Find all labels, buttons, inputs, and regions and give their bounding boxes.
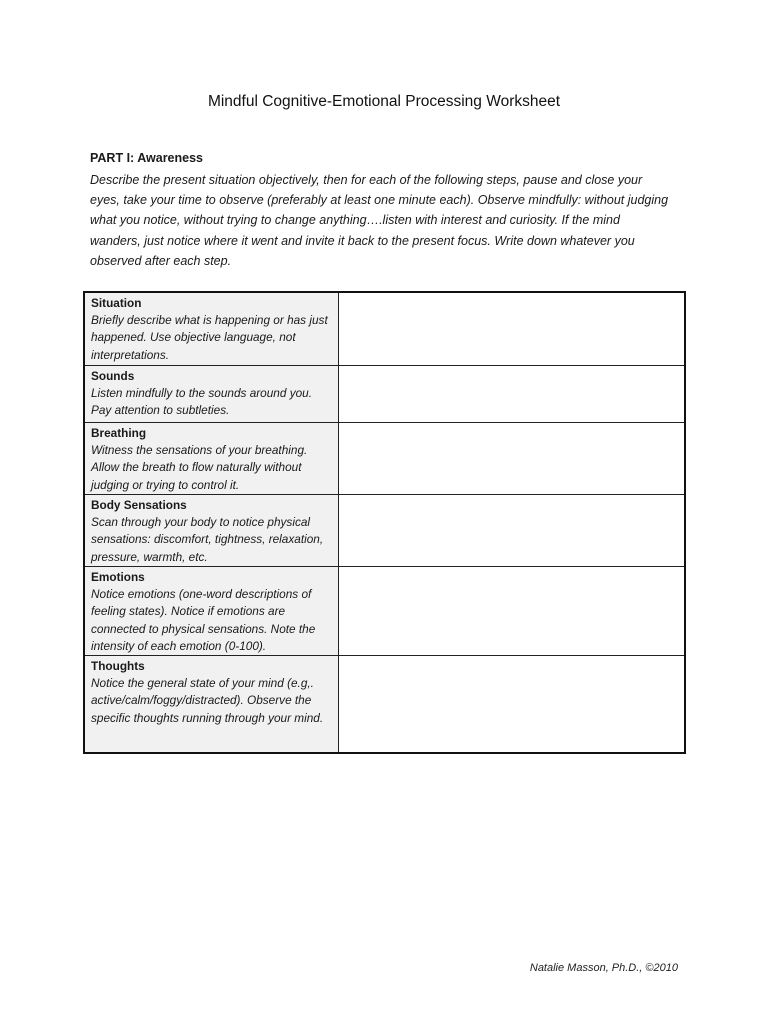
row-title: Sounds [91, 369, 135, 383]
row-description: Briefly describe what is happening or has just happened. Use objective language, not interpretations. [91, 313, 328, 362]
row-label-cell [85, 656, 339, 752]
row-description: Scan through your body to notice physical sensations: discomfort, tightness, relaxation, pressure, warmth, etc. [91, 515, 324, 564]
row-description: Notice the general state of your mind (e.g,. active/calm/foggy/distracted). Observe the specific thoughts running through your mind. [91, 676, 324, 725]
row-title: Emotions [91, 570, 145, 584]
page-title: Mindful Cognitive-Emotional Processing Worksheet [207, 93, 561, 110]
intro-paragraph: Describe the present situation objectively, then for each of the following steps, pause and close your eyes, take your time to observe (preferably at least one minute each). Observe mindfully: without judging what you notice, without trying to change anything….listen with interest and curiosity. If the mind wanders, just notice where it went and invite it back to the present focus. Write down whatever you observed after each step. [90, 173, 669, 268]
row-description: Witness the sensations of your breathing. Allow the breath to flow naturally without judging or trying to control it. [91, 443, 308, 492]
worksheet-table [83, 291, 686, 754]
table-row-sounds [85, 365, 684, 422]
row-label-cell [85, 495, 339, 566]
row-description: Listen mindfully to the sounds around you. Pay attention to subtleties. [91, 386, 313, 418]
row-title: Body Sensations [91, 498, 187, 512]
row-label-cell [85, 366, 339, 422]
row-label-cell [85, 423, 339, 494]
part-heading: PART I: Awareness [90, 151, 204, 165]
row-title: Breathing [91, 426, 147, 440]
table-row-thoughts [85, 655, 684, 752]
response-cell-situation[interactable] [339, 293, 684, 365]
response-cell-emotions[interactable] [339, 567, 684, 655]
table-row-breathing [85, 422, 684, 494]
table-row-situation [85, 293, 684, 365]
row-description: Notice emotions (one-word descriptions of feeling states). Notice if emotions are connected to physical sensations. Note the intensity of each emotion (0-100). [91, 587, 316, 653]
table-row-emotions [85, 566, 684, 655]
row-title: Situation [91, 296, 142, 310]
response-cell-thoughts[interactable] [339, 656, 684, 752]
response-cell-body-sensations[interactable] [339, 495, 684, 566]
row-label-cell [85, 567, 339, 655]
table-row-body-sensations [85, 494, 684, 566]
row-title: Thoughts [91, 659, 145, 673]
response-cell-breathing[interactable] [339, 423, 684, 494]
row-label-cell [85, 293, 339, 365]
footer-credit: Natalie Masson, Ph.D., ©2010 [529, 962, 678, 974]
response-cell-sounds[interactable] [339, 366, 684, 422]
